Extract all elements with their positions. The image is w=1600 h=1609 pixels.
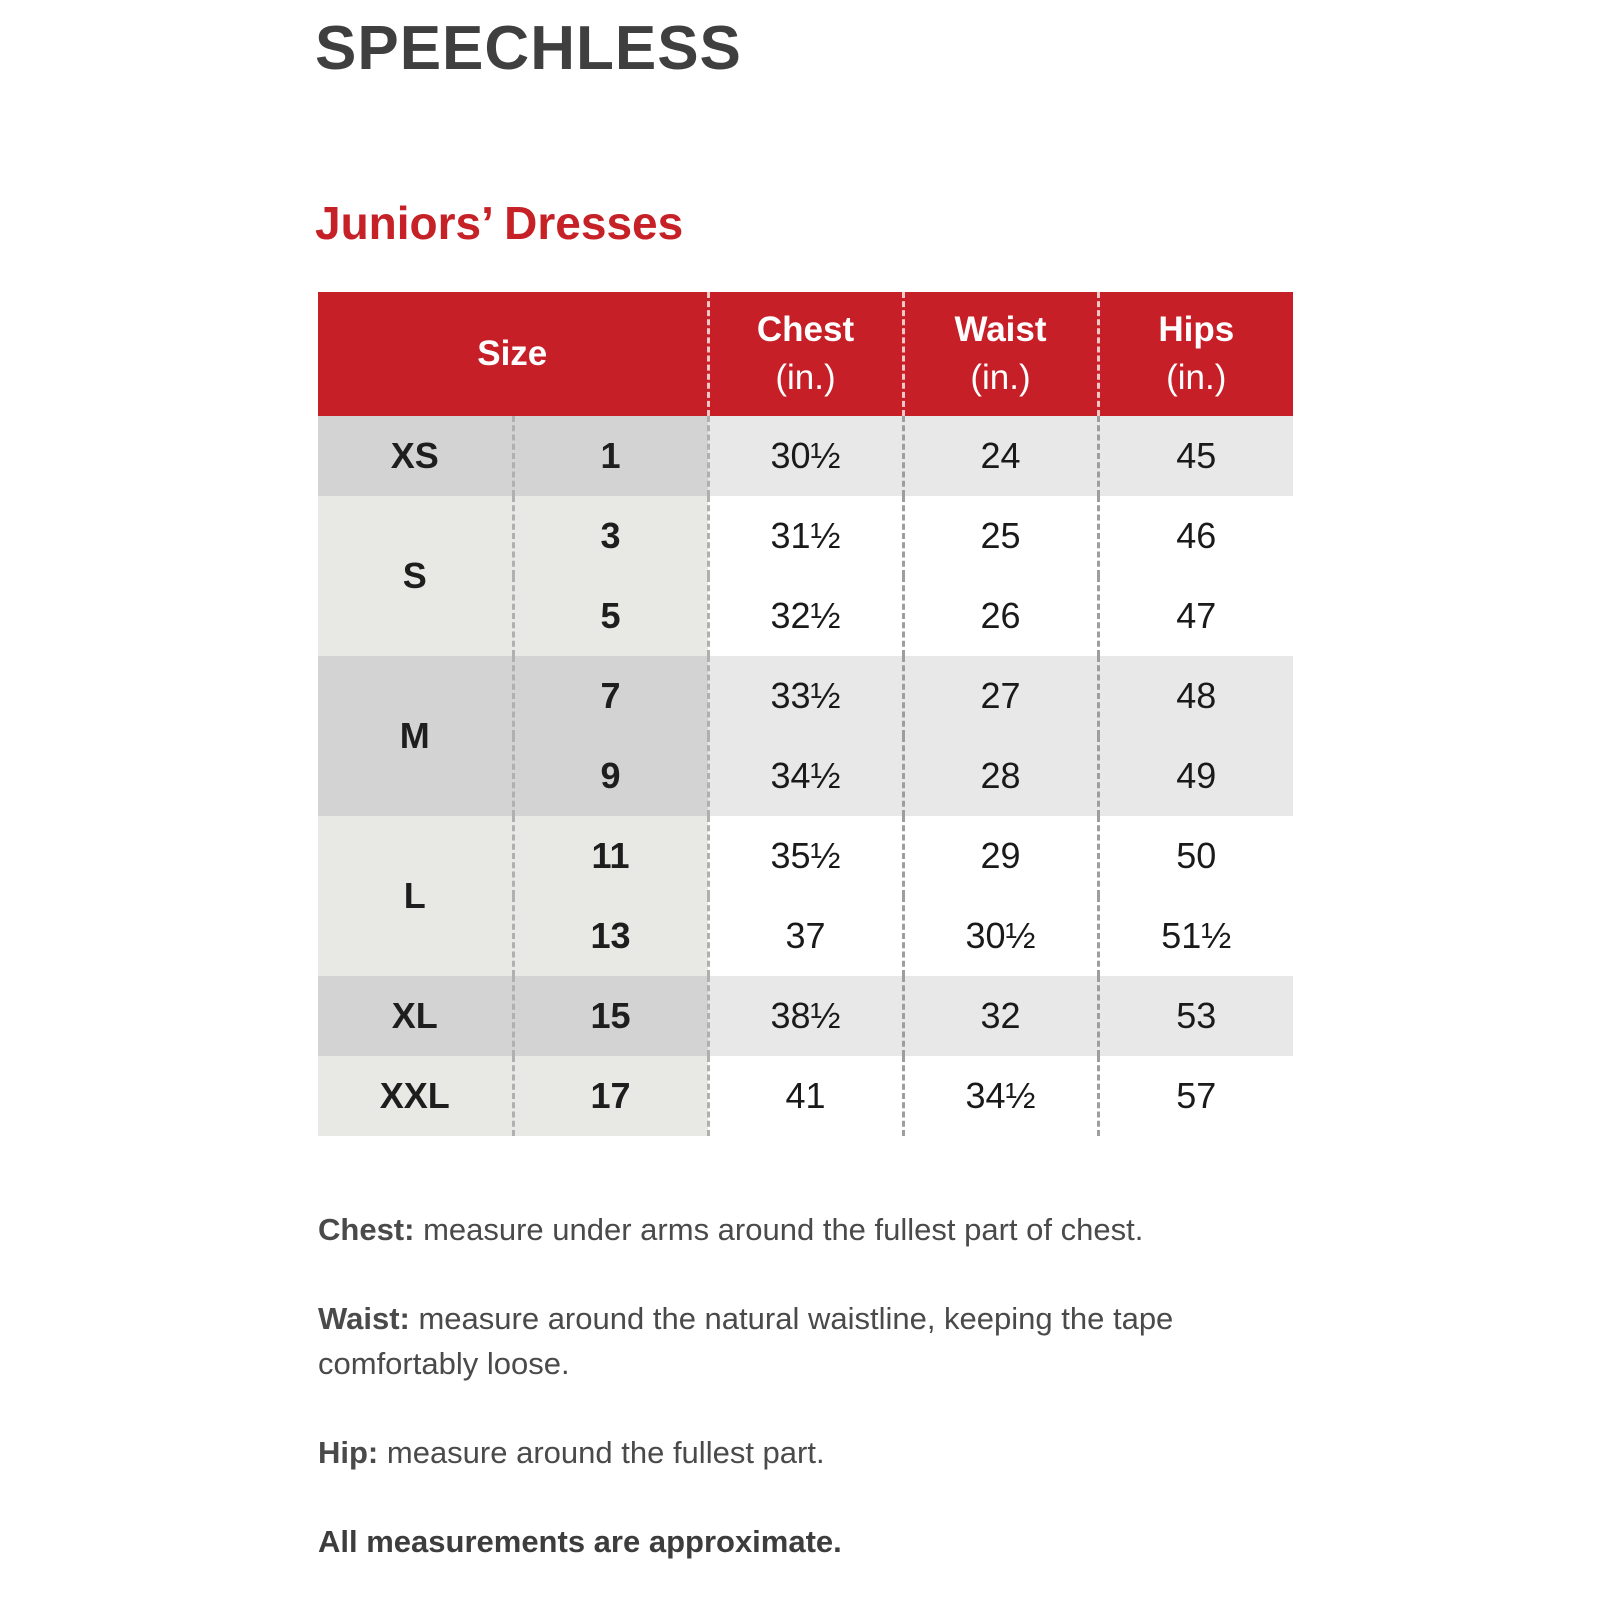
size-number: 7	[513, 656, 708, 736]
chest-value: 31½	[708, 496, 903, 576]
section-title: Juniors’ Dresses	[315, 197, 684, 249]
size-number: 3	[513, 496, 708, 576]
hips-value: 57	[1098, 1056, 1293, 1136]
table-header-row	[318, 292, 1293, 416]
brand-logo-text: SPEECHLESS	[315, 14, 742, 83]
waist-value: 32	[903, 976, 1098, 1056]
header-chest-unit: (in.)	[775, 358, 836, 397]
chest-value: 35½	[708, 816, 903, 896]
hip-note-label: Hip:	[318, 1434, 379, 1470]
hips-value: 46	[1098, 496, 1293, 576]
chest-value: 34½	[708, 736, 903, 816]
header-waist-label: Waist	[954, 309, 1047, 349]
hips-value: 53	[1098, 976, 1293, 1056]
hips-value: 47	[1098, 576, 1293, 656]
waist-value: 26	[903, 576, 1098, 656]
measurement-notes	[318, 1208, 1318, 1609]
header-hips-label: Hips	[1158, 309, 1235, 349]
waist-value: 25	[903, 496, 1098, 576]
size-group-l: L	[318, 816, 513, 976]
chest-note	[318, 1208, 1318, 1253]
header-waist-unit: (in.)	[970, 358, 1031, 397]
size-number: 5	[513, 576, 708, 656]
waist-note-text: measure around the natural waistline, keeping the tape comfortably loose.	[318, 1300, 1174, 1381]
size-group-m: M	[318, 656, 513, 816]
table-row	[318, 496, 1293, 576]
chest-value: 41	[708, 1056, 903, 1136]
size-group-xs: XS	[318, 416, 513, 496]
chest-note-label: Chest:	[318, 1212, 415, 1247]
hip-note-text: measure around the fullest part.	[378, 1434, 825, 1470]
table-row	[318, 976, 1293, 1056]
chest-value: 33½	[708, 656, 903, 736]
disclaimer: All measurements are approximate.	[318, 1523, 842, 1559]
waist-value: 34½	[903, 1056, 1098, 1136]
size-chart-table	[318, 292, 1293, 1136]
header-hips-unit: (in.)	[1166, 358, 1227, 397]
waist-value: 29	[903, 816, 1098, 896]
waist-note-label: Waist:	[318, 1300, 410, 1336]
waist-value: 30½	[903, 896, 1098, 976]
header-chest	[708, 292, 903, 416]
hips-value: 50	[1098, 816, 1293, 896]
hips-value: 51½	[1098, 896, 1293, 976]
table-row	[318, 816, 1293, 896]
table-row	[318, 1056, 1293, 1136]
size-group-s: S	[318, 496, 513, 656]
size-group-xl: XL	[318, 976, 513, 1056]
table-row	[318, 416, 1293, 496]
size-number: 11	[513, 816, 708, 896]
hips-value: 48	[1098, 656, 1293, 736]
waist-note	[318, 1297, 1318, 1387]
chest-value: 30½	[708, 416, 903, 496]
size-number: 13	[513, 896, 708, 976]
hip-note	[318, 1431, 1318, 1476]
size-number: 17	[513, 1056, 708, 1136]
size-number: 9	[513, 736, 708, 816]
chest-value: 38½	[708, 976, 903, 1056]
header-waist	[903, 292, 1098, 416]
chest-value: 32½	[708, 576, 903, 656]
hips-value: 49	[1098, 736, 1293, 816]
header-size: Size	[318, 292, 708, 416]
size-number: 1	[513, 416, 708, 496]
waist-value: 24	[903, 416, 1098, 496]
size-group-xxl: XXL	[318, 1056, 513, 1136]
hips-value: 45	[1098, 416, 1293, 496]
size-number: 15	[513, 976, 708, 1056]
waist-value: 27	[903, 656, 1098, 736]
waist-value: 28	[903, 736, 1098, 816]
table-row	[318, 656, 1293, 736]
chest-note-text: measure under arms around the fullest part of chest.	[414, 1212, 1144, 1247]
header-hips	[1098, 292, 1293, 416]
header-chest-label: Chest	[756, 309, 855, 349]
chest-value: 37	[708, 896, 903, 976]
